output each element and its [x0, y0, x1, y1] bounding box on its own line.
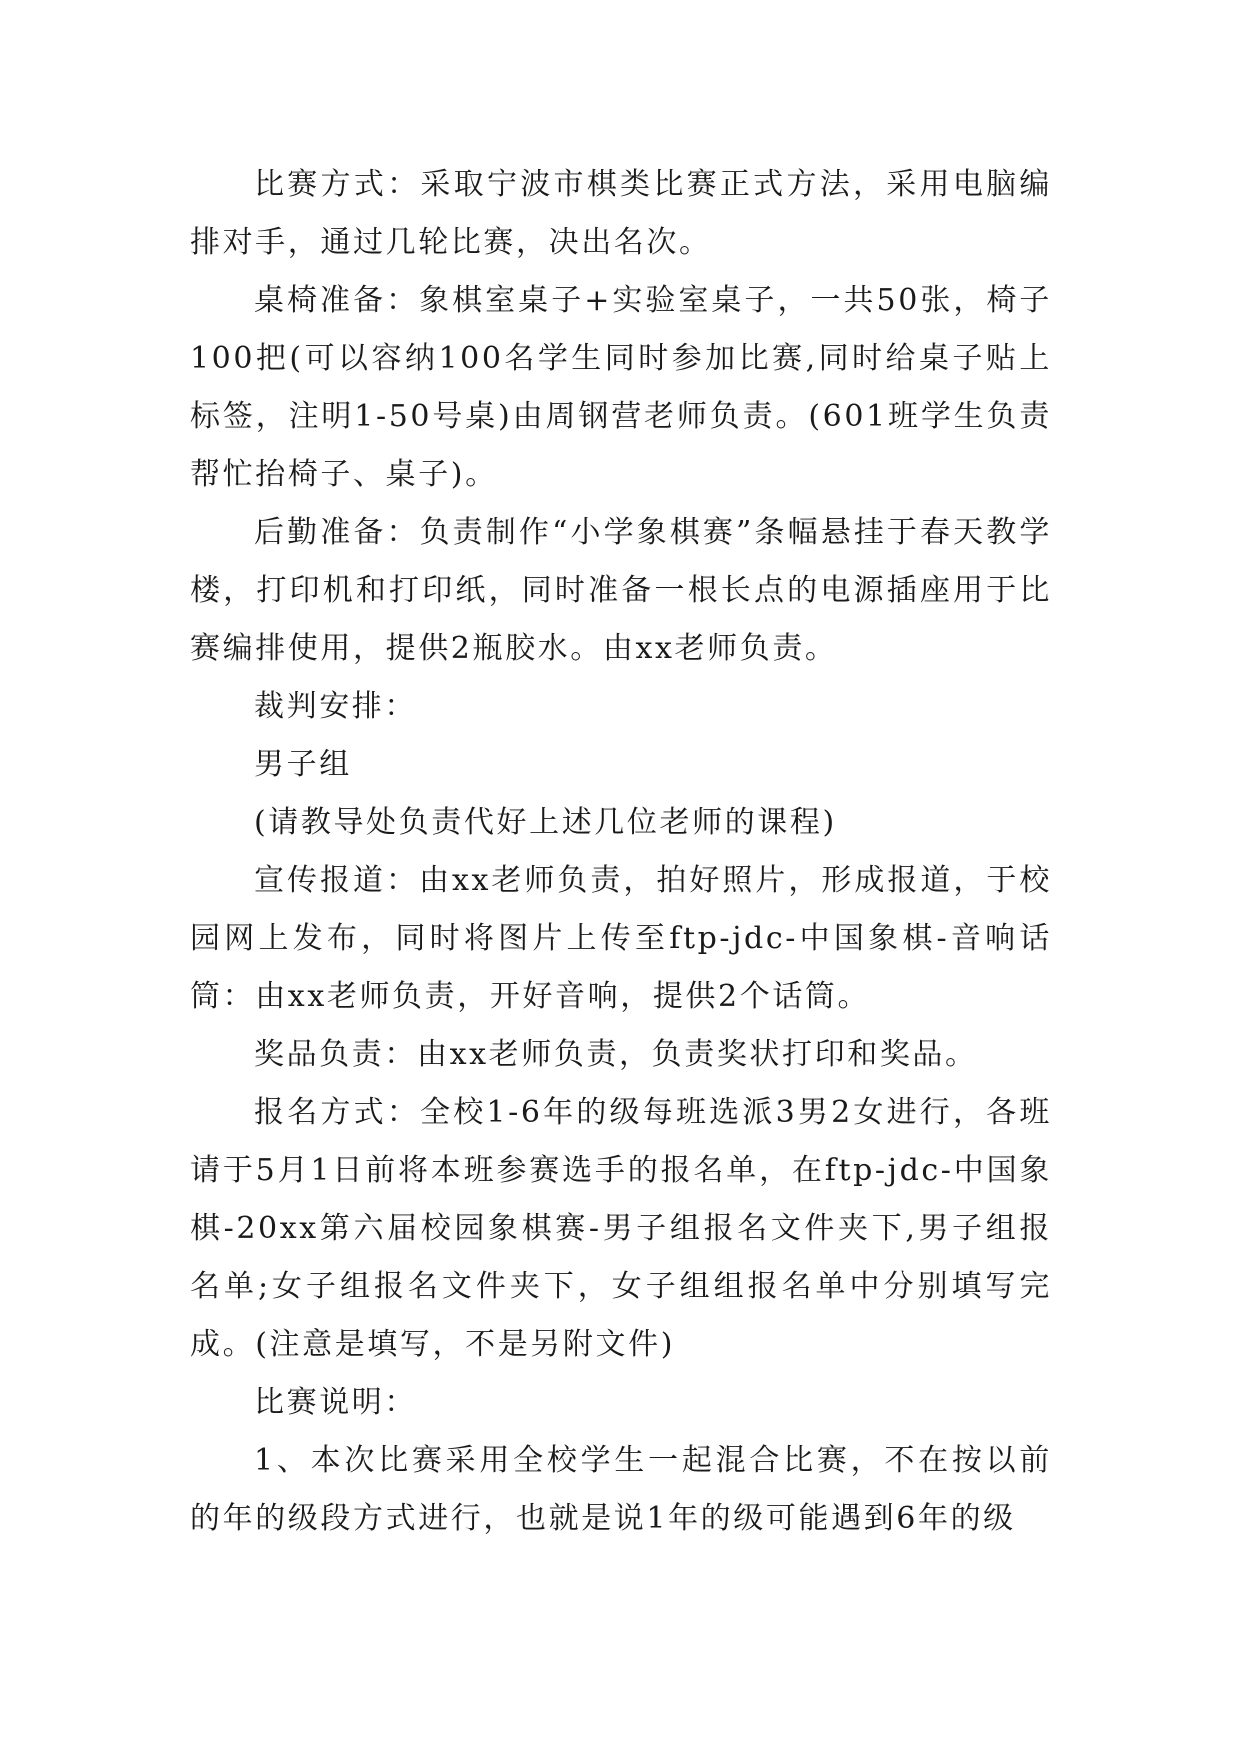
- paragraph-mens-group: 男子组: [254, 747, 352, 782]
- paragraph-referee-heading: 裁判安排：: [254, 689, 417, 724]
- paragraph-rules-heading: 比赛说明：: [254, 1385, 417, 1420]
- document-body: [190, 156, 1052, 1548]
- paragraph-tables-chairs: 桌椅准备：象棋室桌子+实验室桌子，一共50张，椅子100把(可以容纳100名学生同时参加比赛,同时给桌子贴上标签，注明1-50号桌)由周钢营老师负责。(601班学生负责帮忙抬椅子、桌子)。: [190, 283, 1052, 492]
- paragraph-course-note: (请教导处负责代好上述几位老师的课程): [254, 805, 837, 840]
- paragraph-registration: 报名方式：全校1-6年的级每班选派3男2女进行，各班请于5月1日前将本班参赛选手的报名单，在ftp-jdc-中国象棋-20xx第六届校园象棋赛-男子组报名文件夹下,男子组报名单;女子组报名文件夹下，女子组组报名单中分别填写完成。(注意是填写，不是另附文件): [190, 1095, 1052, 1362]
- paragraph-prizes: 奖品负责：由xx老师负责，负责奖状打印和奖品。: [254, 1037, 978, 1072]
- paragraph-logistics: 后勤准备：负责制作“小学象棋赛”条幅悬挂于春天教学楼，打印机和打印纸，同时准备一根长点的电源插座用于比赛编排使用，提供2瓶胶水。由xx老师负责。: [190, 515, 1052, 666]
- paragraph-rule-1: 1、本次比赛采用全校学生一起混合比赛，不在按以前的年的级段方式进行，也就是说1年的级可能遇到6年的级: [190, 1443, 1052, 1536]
- paragraph-publicity: 宣传报道：由xx老师负责，拍好照片，形成报道，于校园网上发布，同时将图片上传至ftp-jdc-中国象棋-音响话筒：由xx老师负责，开好音响，提供2个话筒。: [190, 863, 1052, 1014]
- paragraph-competition-method: 比赛方式：采取宁波市棋类比赛正式方法，采用电脑编排对手，通过几轮比赛，决出名次。: [190, 167, 1052, 260]
